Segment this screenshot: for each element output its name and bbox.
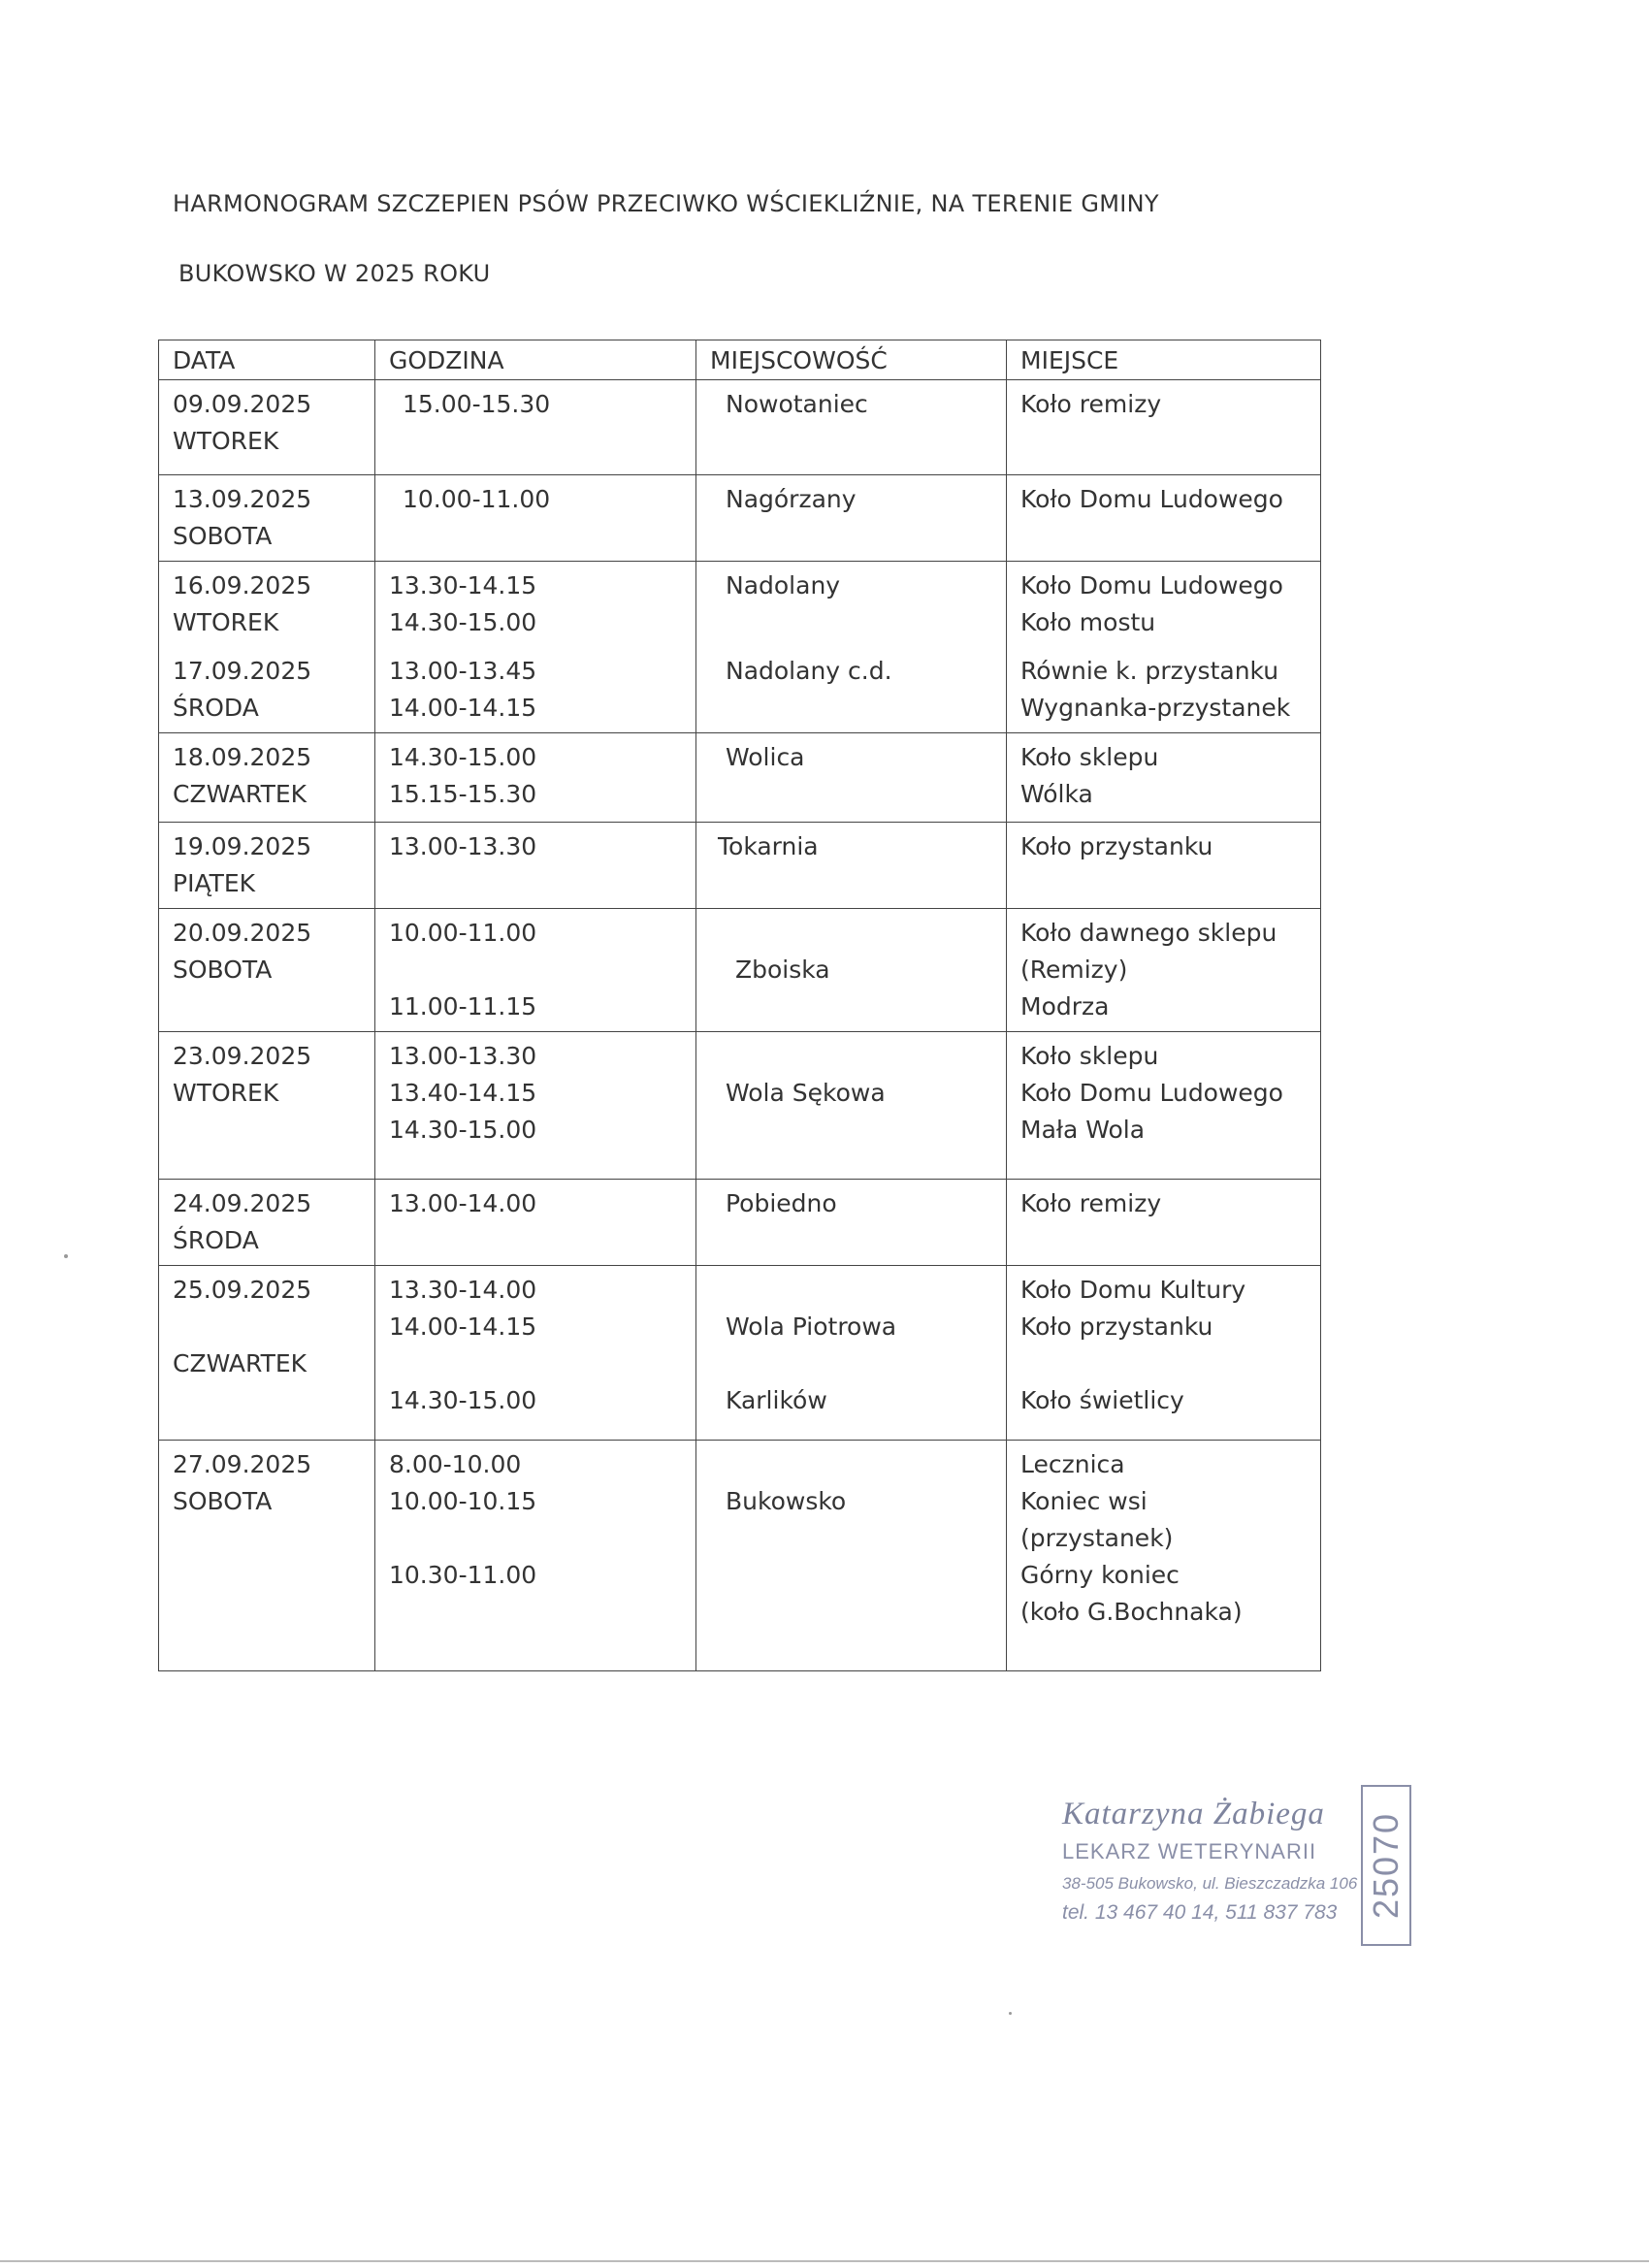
hour-cell	[375, 1032, 696, 1180]
date-cell	[159, 475, 375, 562]
date: 20.09.2025	[173, 919, 312, 947]
header-place: MIEJSCE	[1007, 340, 1321, 380]
header-town: MIEJSCOWOŚĆ	[696, 340, 1007, 380]
place-cell	[1007, 733, 1321, 823]
weekday: SOBOTA	[173, 522, 273, 550]
table-row	[159, 562, 1321, 733]
hour: 15.15-15.30	[389, 780, 537, 808]
date: 18.09.2025	[173, 743, 312, 771]
hour: 8.00-10.00	[389, 1450, 522, 1478]
hour: 13.30-14.00	[389, 1276, 537, 1304]
stamp-signature: Katarzyna Żabiega	[1062, 1797, 1325, 1831]
place-cell	[1007, 1266, 1321, 1441]
date: 17.09.2025	[173, 657, 312, 685]
town-cell	[696, 1441, 1007, 1671]
weekday: ŚRODA	[173, 694, 259, 722]
town: Nadolany	[726, 571, 841, 599]
town-cell	[696, 909, 1007, 1032]
hour-cell	[375, 475, 696, 562]
table-row	[159, 733, 1321, 823]
scan-speck	[64, 1254, 68, 1258]
place: (koło G.Bochnaka)	[1020, 1598, 1243, 1626]
hour-cell	[375, 733, 696, 823]
town: Wola Piotrowa	[726, 1312, 897, 1341]
table-row	[159, 823, 1321, 909]
date: 16.09.2025	[173, 571, 312, 599]
town-cell	[696, 1032, 1007, 1180]
date-cell	[159, 1032, 375, 1180]
hour: 14.30-15.00	[389, 608, 537, 636]
header-hour: GODZINA	[375, 340, 696, 380]
place-cell	[1007, 909, 1321, 1032]
place: Koło Domu Kultury	[1020, 1276, 1246, 1304]
town: Nagórzany	[726, 485, 857, 513]
town: Nadolany c.d.	[726, 657, 892, 685]
place: Koło świetlicy	[1020, 1386, 1184, 1414]
hour: 10.00-11.00	[403, 485, 551, 513]
place-cell	[1007, 380, 1321, 475]
hour-cell	[375, 1266, 696, 1441]
place: Wygnanka-przystanek	[1020, 694, 1291, 722]
place: Koło sklepu	[1020, 743, 1159, 771]
table-row	[159, 1441, 1321, 1671]
stamp-number-box	[1361, 1785, 1411, 1946]
date-cell	[159, 909, 375, 1032]
town-cell	[696, 1266, 1007, 1441]
town-cell	[696, 380, 1007, 475]
town: Karlików	[726, 1386, 827, 1414]
hour: 10.00-11.00	[389, 919, 537, 947]
place: Wólka	[1020, 780, 1093, 808]
table-row	[159, 380, 1321, 475]
hour: 10.00-10.15	[389, 1487, 537, 1515]
hour: 14.30-15.00	[389, 1116, 537, 1144]
hour-cell	[375, 562, 696, 733]
place: Koło sklepu	[1020, 1042, 1159, 1070]
hour-cell	[375, 380, 696, 475]
weekday: WTOREK	[173, 427, 279, 455]
hour: 15.00-15.30	[403, 390, 551, 418]
place: Koło dawnego sklepu	[1020, 919, 1277, 947]
place: Koło remizy	[1020, 1189, 1162, 1217]
place: (przystanek)	[1020, 1524, 1174, 1552]
hour-cell	[375, 823, 696, 909]
place: Koło Domu Ludowego	[1020, 1079, 1283, 1107]
hour: 14.30-15.00	[389, 743, 537, 771]
weekday: CZWARTEK	[173, 1349, 307, 1377]
weekday: CZWARTEK	[173, 780, 307, 808]
hour: 14.00-14.15	[389, 694, 537, 722]
town: Bukowsko	[726, 1487, 847, 1515]
stamp-phone: tel. 13 467 40 14, 511 837 783	[1062, 1901, 1338, 1924]
date: 23.09.2025	[173, 1042, 312, 1070]
weekday: SOBOTA	[173, 1487, 273, 1515]
town: Wolica	[726, 743, 805, 771]
table-row	[159, 909, 1321, 1032]
hour: 13.00-14.00	[389, 1189, 537, 1217]
hour: 14.30-15.00	[389, 1386, 537, 1414]
town: Tokarnia	[718, 832, 819, 860]
town: Wola Sękowa	[726, 1079, 886, 1107]
town-cell	[696, 733, 1007, 823]
date-cell	[159, 733, 375, 823]
place: Modrza	[1020, 992, 1110, 1021]
town: Nowotaniec	[726, 390, 868, 418]
date-cell	[159, 562, 375, 733]
hour: 14.00-14.15	[389, 1312, 537, 1341]
date: 24.09.2025	[173, 1189, 312, 1217]
date: 19.09.2025	[173, 832, 312, 860]
town: Zboiska	[735, 956, 830, 984]
place: Koło przystanku	[1020, 832, 1213, 860]
place-cell	[1007, 475, 1321, 562]
place: Koło remizy	[1020, 390, 1162, 418]
hour: 10.30-11.00	[389, 1561, 537, 1589]
hour: 13.30-14.15	[389, 571, 537, 599]
vaccination-schedule-table	[158, 340, 1321, 1671]
town-cell	[696, 1180, 1007, 1266]
date: 25.09.2025	[173, 1276, 312, 1304]
place-cell	[1007, 823, 1321, 909]
place: Koło mostu	[1020, 608, 1156, 636]
header-date: DATA	[159, 340, 375, 380]
place: Koło Domu Ludowego	[1020, 571, 1283, 599]
town-cell	[696, 823, 1007, 909]
hour-cell	[375, 1441, 696, 1671]
document-title-line-1: HARMONOGRAM SZCZEPIEN PSÓW PRZECIWKO WŚCIEKLIŹNIE, NA TERENIE GMINY	[173, 190, 1159, 217]
table-row	[159, 1032, 1321, 1180]
date: 09.09.2025	[173, 390, 312, 418]
hour-cell	[375, 909, 696, 1032]
place: Koło przystanku	[1020, 1312, 1213, 1341]
place: Górny koniec	[1020, 1561, 1180, 1589]
hour-cell	[375, 1180, 696, 1266]
date-cell	[159, 380, 375, 475]
hour: 13.00-13.45	[389, 657, 537, 685]
document-title-line-2: BUKOWSKO W 2025 ROKU	[178, 260, 491, 287]
place: Koło Domu Ludowego	[1020, 485, 1283, 513]
table-header-row	[159, 340, 1321, 380]
date-cell	[159, 823, 375, 909]
date-cell	[159, 1266, 375, 1441]
table-row	[159, 1180, 1321, 1266]
place: Równie k. przystanku	[1020, 657, 1279, 685]
place-cell	[1007, 1032, 1321, 1180]
scan-speck	[1009, 2012, 1012, 2015]
hour: 13.00-13.30	[389, 832, 537, 860]
place-cell	[1007, 562, 1321, 733]
weekday: WTOREK	[173, 608, 279, 636]
town-cell	[696, 562, 1007, 733]
scan-edge	[0, 2260, 1649, 2262]
table-row	[159, 475, 1321, 562]
place: Koniec wsi	[1020, 1487, 1148, 1515]
table-row	[159, 1266, 1321, 1441]
hour: 13.40-14.15	[389, 1079, 537, 1107]
date-cell	[159, 1180, 375, 1266]
town: Pobiedno	[726, 1189, 837, 1217]
date-cell	[159, 1441, 375, 1671]
weekday: PIĄTEK	[173, 869, 256, 897]
place: Lecznica	[1020, 1450, 1125, 1478]
place-cell	[1007, 1180, 1321, 1266]
date: 27.09.2025	[173, 1450, 312, 1478]
town-cell	[696, 475, 1007, 562]
stamp-address: 38-505 Bukowsko, ul. Bieszczadzka 106	[1062, 1874, 1358, 1893]
place: Mała Wola	[1020, 1116, 1146, 1144]
place-cell	[1007, 1441, 1321, 1671]
stamp-number: 25070	[1366, 1811, 1406, 1920]
hour: 13.00-13.30	[389, 1042, 537, 1070]
veterinarian-stamp	[1062, 1797, 1411, 1932]
place: (Remizy)	[1020, 956, 1128, 984]
date: 13.09.2025	[173, 485, 312, 513]
weekday: WTOREK	[173, 1079, 279, 1107]
hour: 11.00-11.15	[389, 992, 537, 1021]
stamp-role: LEKARZ WETERYNARII	[1062, 1839, 1317, 1863]
weekday: SOBOTA	[173, 956, 273, 984]
weekday: ŚRODA	[173, 1226, 259, 1254]
